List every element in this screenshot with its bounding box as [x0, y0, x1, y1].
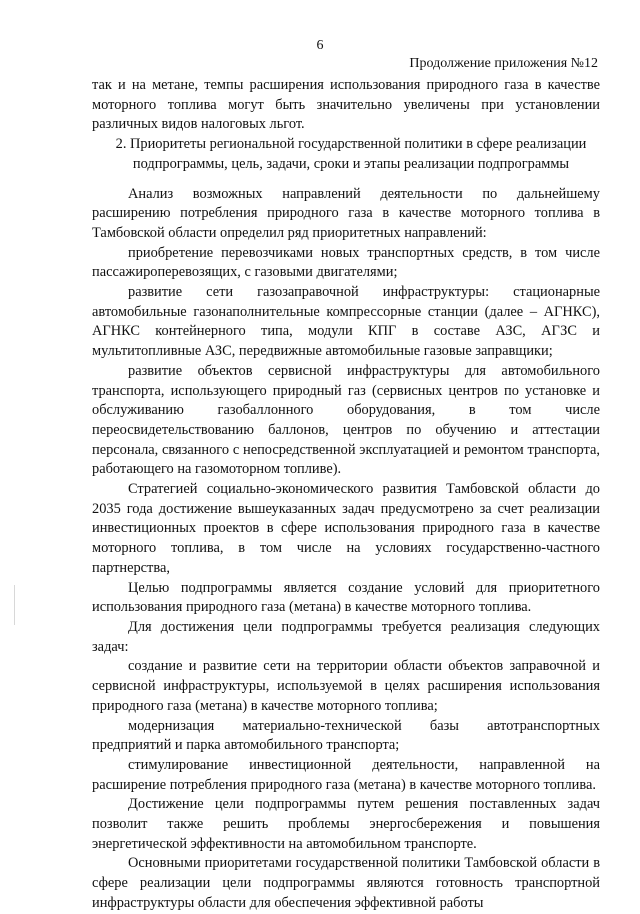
paragraph: Для достижения цели подпрограммы требуется реализация следующих задач: — [92, 618, 600, 655]
paragraph: Целью подпрограммы является создание условий для приоритетного использования природного газа (метана) в качестве моторного топлива. — [92, 579, 600, 616]
paragraph: модернизация материально-технической базы автотранспортных предприятий и парка автомобильного транспорта; — [92, 717, 600, 754]
paragraph: развитие объектов сервисной инфраструктуры для автомобильного транспорта, использующего природный газ (сервисных центров по установке и обслуживанию газобаллонного оборудования, в том числе переосвидетельствованию баллонов, центров по обучению и аттестации персонала, связанного с непосредственной эксплуатацией и ремонтом транспорта, работающего на газомоторном топливе). — [92, 362, 600, 478]
paragraph: Стратегией социально-экономического развития Тамбовской области до 2035 года достижение вышеуказанных задач предусмотрено за счет реализации инвестиционных проектов в сфере использования природного газа в качестве моторного топлива, в том числе на условиях государственно-частного партнерства, — [92, 481, 600, 576]
paragraph: создание и развитие сети на территории области объектов заправочной и сервисной инфраструктуры, используемой в целях расширения использования природного газа (метана) в качестве моторного топлива; — [92, 658, 600, 714]
paragraph: Основными приоритетами государственной политики Тамбовской области в сфере реализации цели подпрограммы являются готовность транспортной инфраструктуры области для обеспечения эффективной работы — [92, 855, 600, 911]
scan-edge-mark — [14, 585, 15, 625]
paragraph: Анализ возможных направлений деятельности по дальнейшему расширению потребления природного газа в качестве моторного топлива в Тамбовской области определил ряд приоритетных направлений: — [92, 185, 600, 241]
page-number: 6 — [316, 38, 324, 53]
document-body — [92, 76, 600, 914]
paragraph: Достижение цели подпрограммы путем решения поставленных задач позволит также решить проблемы энергосбережения и повышения энергетической эффективности на автомобильном транспорте. — [92, 796, 600, 852]
appendix-continuation-note: Продолжение приложения №12 — [409, 56, 598, 71]
paragraph: стимулирование инвестиционной деятельности, направленной на расширение потребления природного газа (метана) в качестве моторного топлива. — [92, 756, 600, 793]
paragraph-continuation: так и на метане, темпы расширения использования природного газа в качестве моторного топлива могут быть значительно увеличены при установлении различных видов налоговых льгот. — [92, 77, 600, 133]
paragraph: приобретение перевозчиками новых транспортных средств, в том числе пассажироперевозящих, с газовыми двигателями; — [92, 244, 600, 281]
section-heading: 2. Приоритеты региональной государственной политики в сфере реализации подпрограммы, цель, задачи, сроки и этапы реализации подпрограммы — [115, 136, 587, 172]
paragraph: развитие сети газозаправочной инфраструктуры: стационарные автомобильные газонаполнительные компрессорные станции (далее – АГНКС), АГНКС контейнерного типа, модули КПГ в составе АЗС, АГЗС и мультитопливные АЗС, передвижные автомобильные газовые заправщики; — [92, 284, 600, 360]
